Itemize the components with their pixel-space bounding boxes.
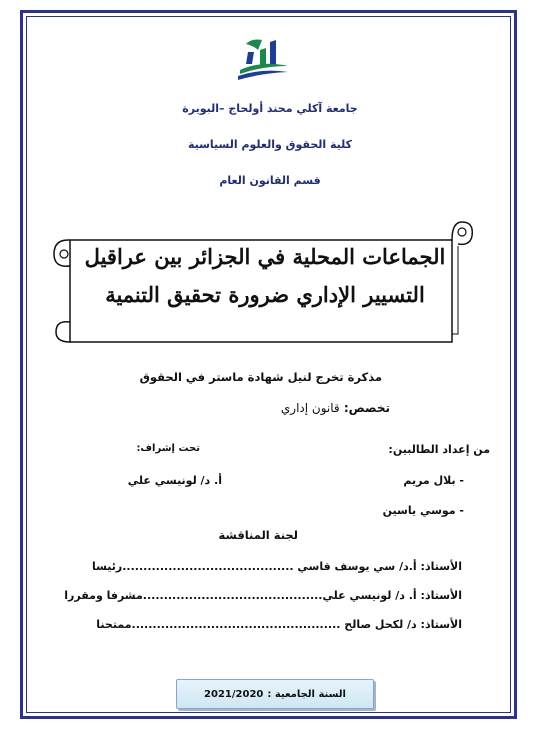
member-role: رئيسا	[91, 560, 123, 573]
committee-member	[62, 618, 462, 631]
academic-year-value: 2021/2020	[204, 688, 264, 700]
member-dots: ..................................................	[131, 618, 345, 631]
student-2: - موسي ياسين	[382, 504, 464, 517]
member-dots: ...........................................	[142, 589, 323, 602]
academic-year-box	[176, 679, 374, 709]
thesis-title-line2: التسيير الإداري ضرورة تحقيق التنمية	[105, 282, 425, 307]
academic-year-label: السنة الجامعية :	[267, 688, 346, 700]
page-border-inner	[26, 16, 511, 713]
member-label: الأستاذ:	[420, 560, 462, 573]
thesis-title	[70, 238, 460, 314]
member-label: الأستاذ:	[420, 618, 462, 631]
member-name: د/ لكحل صالح	[344, 618, 417, 631]
committee-member	[62, 560, 462, 573]
specialty-value: قانون إداري	[280, 401, 340, 415]
committee-member	[62, 589, 462, 602]
supervision-label: تحت إشراف:	[136, 443, 200, 454]
member-dots: .........................................	[122, 560, 298, 573]
member-role: ممتحنا	[96, 618, 132, 631]
thesis-title-line1: الجماعات المحلية في الجزائر بين عراقيل	[84, 244, 446, 269]
member-label: الأستاذ:	[420, 589, 462, 602]
member-role: مشرفا ومقررا	[64, 589, 143, 602]
specialty-label: تخصص:	[343, 401, 390, 415]
university-logo	[232, 36, 292, 84]
committee-title: لجنة المناقشة	[218, 528, 298, 542]
university-name: جامعة آكلي محند أولحاج –البويرة	[182, 102, 358, 115]
faculty-name: كلية الحقوق والعلوم السياسية	[187, 138, 353, 151]
member-name: أ.د/ سي يوسف قاسي	[297, 560, 417, 573]
student-1: - بلال مريم	[403, 474, 464, 487]
thesis-note: مذكرة تخرج لنيل شهادة ماستر في الحقوق	[139, 370, 382, 384]
member-name: أ. د/ لونيسي علي	[322, 589, 417, 602]
specialty-line	[281, 401, 390, 415]
supervisor-name: أ. د/ لونيسي علي	[127, 474, 222, 487]
prepared-by-label: من إعداد الطالبين:	[388, 443, 490, 456]
department-name: قسم القانون العام	[219, 174, 321, 187]
